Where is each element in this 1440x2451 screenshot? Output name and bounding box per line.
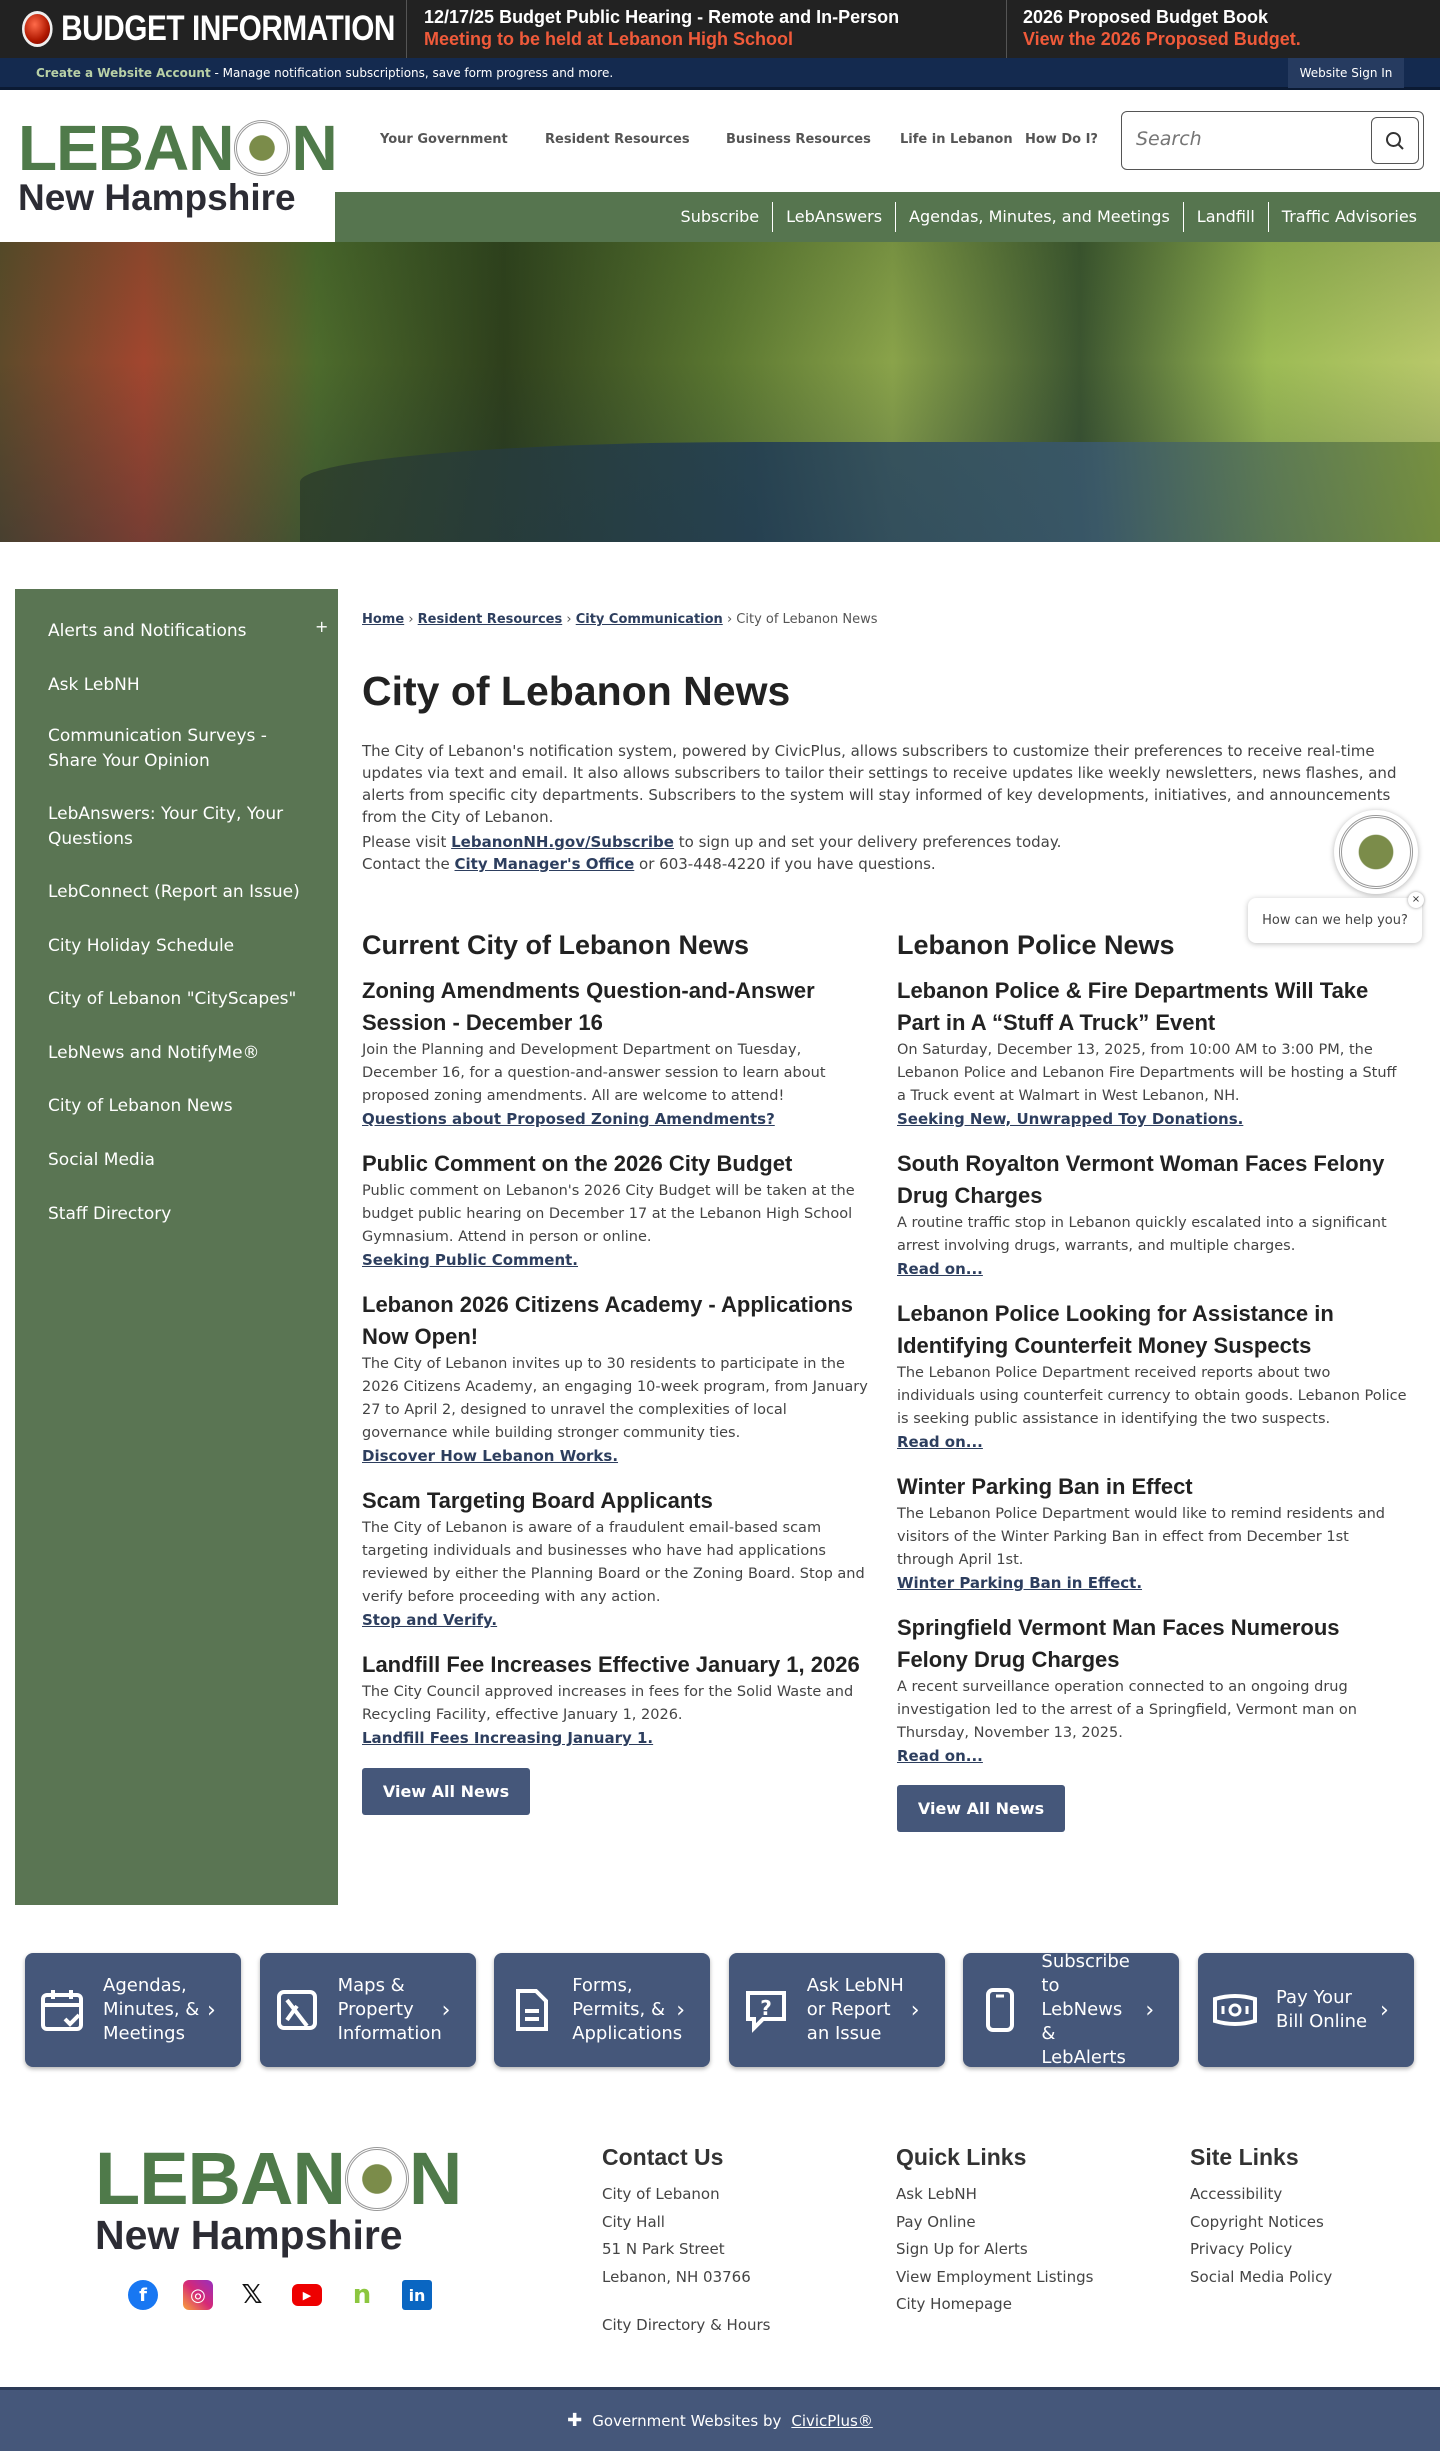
search-icon	[1385, 131, 1405, 151]
nav-business-resources[interactable]: Business Resources	[726, 132, 871, 147]
sign-in-button[interactable]: Website Sign In	[1288, 58, 1404, 88]
chat-prompt[interactable]: How can we help you?	[1248, 898, 1422, 943]
article-summary: Join the Planning and Development Department on Tuesday, December 16, for a question-and-answer session to learn about proposed zoning amendments. All are welcome to attend!	[362, 1042, 826, 1104]
site-link[interactable]: Copyright Notices	[1190, 2212, 1324, 2231]
quick-nav-traffic[interactable]: Traffic Advisories	[1268, 202, 1430, 232]
text: or 603-448-4220 if you have questions.	[634, 855, 936, 873]
site-link[interactable]: Privacy Policy	[1190, 2240, 1293, 2258]
sidebar-item-staff[interactable]: Staff Directory	[48, 1204, 172, 1224]
chevron-right-icon: ›	[676, 1997, 685, 2023]
site-link[interactable]: Social Media Policy	[1190, 2267, 1333, 2286]
city-news-column	[362, 930, 872, 1767]
hero-river	[300, 442, 1440, 542]
budget-banner	[0, 0, 1440, 58]
quick-link[interactable]: Pay Online	[896, 2212, 976, 2231]
article-link[interactable]: Seeking New, Unwrapped Toy Donations.	[897, 1110, 1244, 1128]
sidebar	[15, 589, 338, 1905]
city-directory-link[interactable]: City Directory & Hours	[602, 2316, 771, 2334]
article-link[interactable]: Discover How Lebanon Works.	[362, 1447, 619, 1465]
search-box	[1121, 111, 1424, 170]
article-link[interactable]: Read on...	[897, 1260, 983, 1278]
facebook-icon[interactable]: f	[128, 2280, 158, 2310]
tile-label: Forms, Permits, & Applications	[572, 1975, 683, 2044]
news-article	[897, 975, 1407, 1130]
article-title[interactable]: Springfield Vermont Man Faces Numerous Felony Drug Charges	[897, 1615, 1340, 1672]
banner-item-budget-book[interactable]	[1023, 6, 1301, 50]
logo-text: LEBAN	[18, 112, 234, 184]
text: Contact the	[362, 855, 455, 873]
news-article	[362, 975, 872, 1130]
account-desc: - Manage notification subscriptions, save form progress and more.	[210, 66, 614, 80]
sidebar-item-lebnews[interactable]: LebNews and NotifyMe®	[48, 1043, 260, 1063]
news-article	[362, 1649, 872, 1749]
credit-text: Government Websites by	[592, 2411, 782, 2430]
article-link[interactable]: Read on...	[897, 1433, 983, 1451]
divider	[1006, 0, 1007, 58]
instagram-icon[interactable]: ◎	[183, 2280, 213, 2310]
banner-item-title: 2026 Proposed Budget Book	[1023, 7, 1269, 27]
chevron-right-icon: ›	[910, 1997, 920, 2023]
sidebar-item-lebconnect[interactable]: LebConnect (Report an Issue)	[48, 882, 300, 902]
map-icon	[274, 1987, 320, 2033]
breadcrumb-sep: ›	[726, 612, 733, 627]
article-title[interactable]: Lebanon Police & Fire Departments Will Take Part in A “Stuff A Truck” Event	[897, 978, 1369, 1035]
news-article	[362, 1485, 872, 1631]
sidebar-item-holiday[interactable]: City Holiday Schedule	[48, 936, 235, 956]
news-article	[362, 1148, 872, 1271]
article-summary: The City Council approved increases in fees for the Solid Waste and Recycling Facility, effective January 1, 2026.	[362, 1684, 854, 1723]
article-title[interactable]: Landfill Fee Increases Effective January 1, 2026	[362, 1652, 860, 1677]
article-title[interactable]: South Royalton Vermont Woman Faces Felony Drug Charges	[897, 1151, 1385, 1208]
banner-item-title: 12/17/25 Budget Public Hearing - Remote and In-Person	[424, 7, 900, 27]
article-summary: The City of Lebanon invites up to 30 residents to participate in the 2026 Citizens Academy, an engaging 10-week program, from January 27 to April 2, designed to unravel the complexities of local governance while building stronger community ties.	[362, 1356, 868, 1441]
article-link[interactable]: Seeking Public Comment.	[362, 1251, 579, 1269]
civicplus-link[interactable]: CivicPlus®	[791, 2411, 873, 2430]
police-news-column	[897, 930, 1407, 1785]
chat-close-icon[interactable]: ×	[1408, 892, 1424, 908]
chevron-right-icon: ›	[441, 1997, 451, 2023]
article-summary: The City of Lebanon is aware of a fraudulent email-based scam targeting individuals and businesses who have had applications reviewed by either the Planning Board or the Zoning Board. Stop and verify before proceeding with any action.	[362, 1520, 865, 1605]
quick-nav-landfill[interactable]: Landfill	[1183, 202, 1268, 232]
intro-text: The City of Lebanon's notification system, powered by CivicPlus, allows subscribers to customize their preferences to receive real-time updates via text and email. It also allows subscribers to tailor their settings to receive updates like weekly newsletters, news flashes, and alerts from specific city departments. Subscribers to the system will stay informed of key developments, initiatives, and announcements from the City of Lebanon.	[362, 742, 1397, 826]
news-article	[897, 1612, 1407, 1767]
news-article	[897, 1471, 1407, 1594]
breadcrumb-resident[interactable]: Resident Resources	[417, 612, 563, 627]
article-title[interactable]: Public Comment on the 2026 City Budget	[362, 1151, 793, 1176]
sidebar-item-alerts[interactable]: Alerts and Notifications	[48, 621, 247, 641]
tile-label: Ask LebNH or Report an Issue	[806, 1975, 904, 2044]
chevron-right-icon: ›	[1145, 1997, 1155, 2023]
logo-subtext: New Hampshire	[95, 2212, 403, 2258]
page-title: City of Lebanon News	[362, 668, 791, 714]
document-icon	[508, 1987, 554, 2033]
nav-your-government[interactable]: Your Government	[380, 132, 508, 147]
banner-item-hearing[interactable]	[424, 6, 899, 50]
article-title[interactable]: Scam Targeting Board Applicants	[362, 1488, 713, 1513]
chat-launcher[interactable]	[1334, 810, 1418, 894]
quick-link[interactable]: Ask LebNH	[896, 2185, 977, 2203]
article-link[interactable]: Winter Parking Ban in Effect.	[897, 1574, 1143, 1592]
footer-logo[interactable]	[95, 2137, 462, 2258]
quick-link-tile[interactable]	[25, 1953, 241, 2067]
quick-nav-lebanswers[interactable]: LebAnswers	[772, 202, 895, 232]
tile-label: Subscribe to LebNews & LebAlerts	[1041, 1951, 1130, 2068]
breadcrumb	[362, 612, 877, 627]
contact-line: 51 N Park Street	[602, 2240, 725, 2258]
tile-label: Agendas, Minutes, & Meetings	[103, 1975, 200, 2044]
city-seal-icon	[1339, 815, 1413, 889]
divider	[406, 0, 407, 58]
section-heading: Lebanon Police News	[897, 930, 1175, 960]
civicplus-icon: ✚	[567, 2410, 583, 2431]
subscribe-text	[362, 831, 1402, 875]
contact-line: City of Lebanon	[602, 2185, 720, 2203]
x-icon[interactable]: 𝕏	[241, 2280, 263, 2310]
article-summary: The Lebanon Police Department received reports about two individuals using counterfeit currency to obtain goods. Lebanon Police is seeking public assistance in identifying the two suspects.	[897, 1365, 1407, 1427]
create-account-link[interactable]: Create a Website Account	[36, 66, 211, 80]
contact-line: City Hall	[602, 2212, 665, 2231]
breadcrumb-home[interactable]: Home	[362, 612, 405, 627]
breadcrumb-communication[interactable]: City Communication	[575, 612, 723, 627]
article-link[interactable]: Read on...	[897, 1747, 983, 1765]
site-logo[interactable]	[18, 112, 337, 218]
chevron-right-icon: ›	[207, 1997, 216, 2023]
sidebar-item-cityscapes[interactable]: City of Lebanon "CityScapes"	[48, 989, 297, 1009]
quick-link[interactable]: Sign Up for Alerts	[896, 2240, 1028, 2258]
news-article	[897, 1298, 1407, 1453]
breadcrumb-sep: ›	[566, 612, 572, 627]
text: Please visit	[362, 833, 452, 851]
text: to sign up and set your delivery preferences today.	[673, 833, 1062, 851]
news-article	[362, 1289, 872, 1467]
view-all-city-news-button[interactable]: View All News	[362, 1768, 530, 1815]
tile-label: Maps & Property Information	[337, 1975, 442, 2044]
youtube-icon[interactable]: ▶	[292, 2284, 322, 2306]
nav-life-in-lebanon[interactable]: Life in Lebanon	[900, 132, 1013, 147]
site-link[interactable]: Accessibility	[1190, 2185, 1283, 2203]
article-title[interactable]: Winter Parking Ban in Effect	[897, 1474, 1193, 1499]
quick-link-tile[interactable]	[963, 1953, 1179, 2067]
sidebar-item-lebanswers[interactable]: LebAnswers: Your City, Your Questions	[48, 804, 284, 849]
news-article	[897, 1148, 1407, 1280]
footer-bar	[0, 2387, 1440, 2451]
footer-heading-quick: Quick Links	[896, 2144, 1027, 2170]
footer-heading-contact: Contact Us	[602, 2144, 724, 2170]
logo-subtext: New Hampshire	[18, 177, 296, 218]
nav-how-do-i[interactable]: How Do I?	[1025, 132, 1098, 147]
subscribe-link[interactable]: LebanonNH.gov/Subscribe	[451, 833, 674, 851]
section-heading: Current City of Lebanon News	[362, 930, 750, 960]
search-button[interactable]	[1371, 117, 1419, 164]
quick-links-list	[896, 2181, 1093, 2319]
calendar-icon	[39, 1987, 85, 2033]
article-title[interactable]: Zoning Amendments Question-and-Answer Session - December 16	[362, 978, 815, 1035]
breadcrumb-current: City of Lebanon News	[736, 612, 878, 627]
view-all-police-news-button[interactable]: View All News	[897, 1785, 1065, 1832]
question-bubble-icon	[743, 1987, 789, 2033]
article-title[interactable]: Lebanon 2026 Citizens Academy - Applications Now Open!	[362, 1292, 854, 1349]
linkedin-icon[interactable]: in	[402, 2280, 432, 2310]
logo-text: N	[291, 112, 337, 184]
article-summary: A routine traffic stop in Lebanon quickly escalated into a significant arrest involving drugs, warrants, and multiple charges.	[897, 1215, 1387, 1254]
site-links-list	[1190, 2181, 1332, 2291]
chevron-right-icon: ›	[1380, 1997, 1389, 2023]
article-link[interactable]: Landfill Fees Increasing January 1.	[362, 1729, 654, 1747]
article-summary: Public comment on Lebanon's 2026 City Budget will be taken at the budget public hearing on December 17 at the Lebanon High School Gymnasium. Attend in person or online.	[362, 1183, 855, 1245]
search-input[interactable]	[1136, 128, 1356, 150]
contact-line: Lebanon, NH 03766	[602, 2267, 751, 2286]
quick-nav-bar	[335, 192, 1440, 242]
breadcrumb-sep: ›	[408, 612, 414, 627]
contact-info	[602, 2181, 751, 2291]
quick-link-tile[interactable]	[260, 1953, 476, 2067]
logo-text: N	[408, 2137, 462, 2220]
article-link[interactable]: Questions about Proposed Zoning Amendments?	[362, 1110, 775, 1128]
quick-link[interactable]: City Homepage	[896, 2295, 1012, 2313]
article-summary: On Saturday, December 13, 2025, from 10:00 AM to 3:00 PM, the Lebanon Police and Lebanon Fire Departments will be hosting a Stuff a Truck event at Walmart in West Lebanon, NH.	[897, 1042, 1397, 1104]
account-text	[36, 66, 613, 80]
article-summary: A recent surveillance operation connected to an ongoing drug investigation led to the arrest of a Springfield, Vermont man on Thursday, November 13, 2025.	[897, 1679, 1357, 1741]
expand-icon[interactable]: +	[315, 617, 329, 636]
quick-link-tile[interactable]	[1198, 1953, 1414, 2067]
city-manager-link[interactable]: City Manager's Office	[454, 855, 635, 873]
footer-heading-site: Site Links	[1190, 2144, 1299, 2170]
alert-button-icon	[22, 11, 53, 47]
hero-image	[0, 242, 1440, 542]
nav-resident-resources[interactable]: Resident Resources	[545, 132, 690, 147]
article-summary: The Lebanon Police Department would like to remind residents and visitors of the Winter Parking Ban in effect from December 1st through April 1st.	[897, 1506, 1385, 1568]
quick-link-tile[interactable]	[729, 1953, 945, 2067]
sidebar-item-surveys[interactable]: Communication Surveys - Share Your Opinion	[48, 726, 267, 771]
sidebar-item-social[interactable]: Social Media	[48, 1150, 155, 1170]
quick-link[interactable]: View Employment Listings	[896, 2267, 1094, 2286]
budget-info-title[interactable]: BUDGET INFORMATION	[22, 9, 395, 49]
sidebar-item-city-news[interactable]: City of Lebanon News	[48, 1096, 233, 1116]
quick-nav-agendas[interactable]: Agendas, Minutes, and Meetings	[895, 202, 1183, 232]
city-seal-icon	[345, 2147, 409, 2211]
nextdoor-icon[interactable]: n	[352, 2280, 372, 2310]
city-seal-icon	[234, 120, 290, 176]
article-title[interactable]: Lebanon Police Looking for Assistance in Identifying Counterfeit Money Suspects	[897, 1301, 1334, 1358]
sidebar-item-ask-lebnh[interactable]: Ask LebNH	[48, 675, 140, 695]
phone-icon	[977, 1987, 1023, 2033]
banner-item-sub: View the 2026 Proposed Budget.	[1023, 29, 1301, 49]
svg-text:?: ?	[759, 1996, 772, 2020]
article-link[interactable]: Stop and Verify.	[362, 1611, 498, 1629]
money-icon	[1212, 1987, 1258, 2033]
tile-label: Pay Your Bill Online	[1276, 1987, 1368, 2032]
banner-item-sub: Meeting to be held at Lebanon High School	[424, 29, 793, 49]
quick-nav-subscribe[interactable]: Subscribe	[680, 207, 760, 226]
quick-link-tile[interactable]	[494, 1953, 710, 2067]
logo-text: LEBAN	[95, 2137, 345, 2220]
account-bar	[0, 58, 1440, 90]
